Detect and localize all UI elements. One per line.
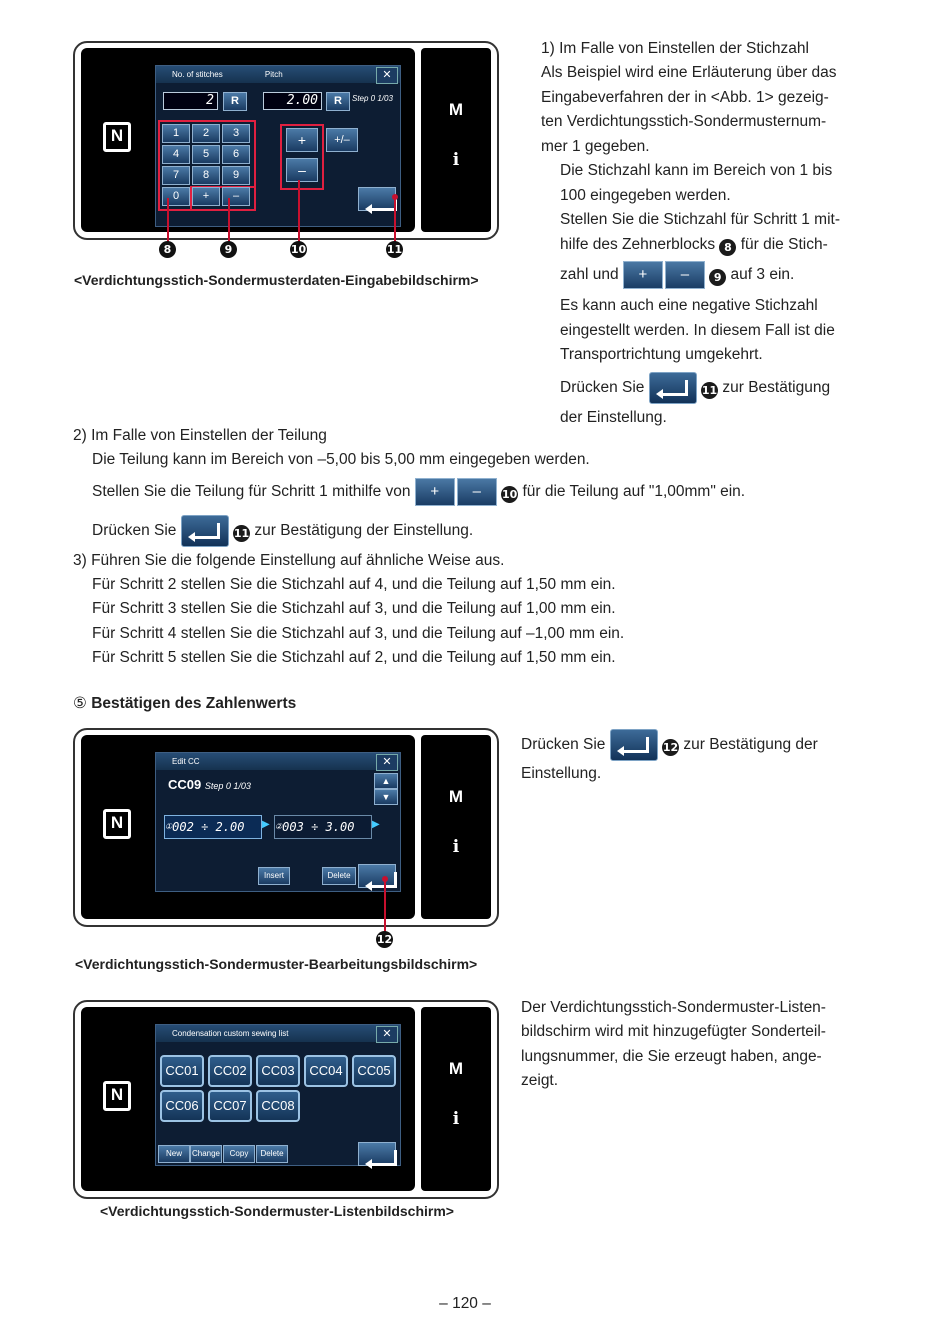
keypad-key[interactable]: 2 (192, 124, 220, 143)
heading-5-num: ⑤ (73, 694, 87, 712)
side-panel (421, 1007, 491, 1191)
keypad-key[interactable]: 3 (222, 124, 250, 143)
ref-11b: 11 (233, 527, 250, 541)
s2-line3 (92, 478, 745, 506)
caption-fig3: <Verdichtungsstich-Sondermuster-Listenbildschirm> (100, 1203, 454, 1219)
ref-10: 10 (501, 488, 518, 502)
edit-panel (155, 752, 401, 892)
fig3-text-line1: Der Verdichtungsstich-Sondermuster-Listen- (521, 999, 826, 1016)
callout-line-9 (228, 198, 230, 242)
caption-fig2: <Verdichtungsstich-Sondermuster-Bearbeitungsbildschirm> (75, 956, 478, 972)
ref-9: 9 (709, 269, 726, 286)
step-label: Step 0 1/03 (352, 94, 393, 103)
close-button[interactable]: ✕ (376, 1026, 398, 1043)
change-button[interactable]: Change (190, 1145, 222, 1163)
enter-button[interactable] (358, 187, 396, 211)
screen (81, 48, 415, 232)
fig2-text-line2: Einstellung. (521, 765, 602, 782)
s1-line15: der Einstellung. (560, 409, 667, 426)
s1-line10 (560, 261, 794, 289)
s1-line13: Transportrichtung umgekehrt. (560, 346, 763, 363)
callout-9: 9 (220, 241, 237, 258)
s1-line12: eingestellt werden. In diesem Fall ist die (560, 322, 835, 339)
close-button[interactable]: ✕ (376, 67, 398, 84)
pattern-item[interactable]: CC01 (160, 1055, 204, 1087)
device-frame-list (73, 1000, 499, 1199)
s1-line2: Als Beispiel wird eine Erläuterung über das (541, 64, 837, 81)
s1-line7: 100 eingegeben werden. (560, 187, 731, 204)
pitch-plus-button[interactable]: + (286, 128, 318, 152)
reset-pitch-button[interactable]: R (326, 92, 350, 111)
mode-button[interactable]: M (448, 100, 464, 119)
callout-dot-12 (382, 876, 388, 882)
enter-icon (359, 188, 395, 210)
enter-icon (610, 729, 658, 761)
panel-title: Condensation custom sewing list (156, 1025, 400, 1042)
pattern-item[interactable]: CC08 (256, 1090, 300, 1122)
s3-line5: Für Schritt 5 stellen Sie die Stichzahl auf 2, und die Teilung auf 1,50 mm ein. (92, 649, 616, 666)
callout-line-8 (167, 198, 169, 242)
new-button[interactable]: New (158, 1145, 190, 1163)
s2-line3b: für die Teilung auf "1,00mm" ein. (522, 483, 746, 501)
enter-icon (359, 865, 395, 887)
callout-12: 12 (376, 933, 393, 946)
s2-line2: Die Teilung kann im Bereich von –5,00 bis 5,00 mm eingegeben werden. (92, 451, 590, 468)
close-button[interactable]: ✕ (376, 754, 398, 771)
pattern-item[interactable]: CC06 (160, 1090, 204, 1122)
s1-line11: Es kann auch eine negative Stichzahl (560, 297, 818, 314)
s2-line4a: Drücken Sie (92, 522, 177, 540)
callout-11: 11 (386, 243, 403, 256)
panel-title (156, 66, 400, 83)
keypad-key[interactable]: 9 (222, 166, 250, 185)
s1-line5: mer 1 gegeben. (541, 138, 650, 155)
enter-icon (359, 1143, 395, 1165)
pattern-item[interactable]: CC02 (208, 1055, 252, 1087)
pattern-item[interactable]: CC05 (352, 1055, 396, 1087)
callout-dot-11 (392, 194, 398, 200)
step-arrow-icon: ▶ (262, 819, 270, 830)
s2-line4b: zur Bestätigung der Einstellung. (254, 522, 474, 540)
plus-minus-icon: + – (623, 261, 705, 289)
caption-fig1: <Verdichtungsstich-Sondermusterdaten-Eingabebildschirm> (74, 272, 479, 288)
s2-line3a: Stellen Sie die Teilung für Schritt 1 mithilfe von (92, 483, 411, 501)
side-panel (421, 48, 491, 232)
scroll-up-button[interactable]: ▲ (374, 773, 398, 789)
s1-line9b: für die Stich- (740, 236, 828, 253)
s3-line1: 3) Führen Sie die folgende Einstellung auf ähnliche Weise aus. (73, 552, 505, 569)
info-button[interactable]: i (452, 837, 460, 857)
delete-button[interactable]: Delete (322, 867, 356, 885)
heading-5-text: Bestätigen des Zahlenwerts (91, 695, 297, 712)
stitch-count-display: 2 (163, 92, 218, 110)
pitch-minus-button[interactable]: – (286, 158, 318, 182)
s1-line10b: auf 3 ein. (730, 266, 795, 284)
callout-line-10 (298, 180, 300, 242)
copy-button[interactable]: Copy (223, 1145, 255, 1163)
title-stitches: No. of stitches (172, 70, 223, 79)
fig3-text-line3: lungsnummer, die Sie erzeugt haben, ange- (521, 1048, 822, 1065)
s2-line1: 2) Im Falle von Einstellen der Teilung (73, 427, 327, 444)
step-entry-1[interactable]: ①002 ÷ 2.00 (164, 815, 262, 839)
list-panel (155, 1024, 401, 1166)
ref-12: 12 (662, 741, 679, 755)
info-button[interactable]: i (452, 150, 460, 170)
keypad-key[interactable]: – (222, 187, 250, 206)
s1-line4: ten Verdichtungsstich-Sondermusternum- (541, 113, 827, 130)
pitch-display: 2.00 (263, 92, 322, 110)
scroll-down-button[interactable]: ▼ (374, 789, 398, 805)
s1-line8: Stellen Sie die Stichzahl für Schritt 1 mit- (560, 211, 840, 228)
keypad-key[interactable]: 0 (162, 187, 190, 206)
s1-line10a: zahl und (560, 266, 619, 284)
keypad-key[interactable]: 7 (162, 166, 190, 185)
pitch-plusminus-highlight (280, 124, 324, 190)
ref-11: 11 (701, 384, 718, 398)
s1-line14a: Drücken Sie (560, 379, 645, 397)
fig2-text-a: Drücken Sie (521, 736, 606, 754)
pattern-item[interactable]: CC04 (304, 1055, 348, 1087)
s1-line14 (560, 372, 830, 404)
ref-8: 8 (719, 239, 736, 256)
enter-button[interactable] (358, 864, 396, 888)
s1-line6: Die Stichzahl kann im Bereich von 1 bis (560, 162, 833, 179)
device-frame-edit (73, 728, 499, 927)
s1-line14b: zur Bestätigung (722, 379, 831, 397)
keypad-key[interactable]: 8 (192, 166, 220, 185)
keypad-key[interactable]: 5 (192, 145, 220, 164)
reset-stitch-button[interactable]: R (223, 92, 247, 111)
enter-icon (181, 515, 229, 547)
panel-title: Edit CC (156, 753, 400, 770)
s1-line9 (560, 233, 828, 258)
s2-line4 (92, 515, 473, 547)
screen (81, 735, 415, 919)
callout-10: 10 (290, 243, 307, 256)
s3-line3: Für Schritt 3 stellen Sie die Stichzahl auf 3, und die Teilung auf 1,00 mm ein. (92, 600, 616, 617)
nfc-icon: N (103, 1081, 131, 1111)
s3-line4: Für Schritt 4 stellen Sie die Stichzahl auf 3, und die Teilung auf –1,00 mm ein. (92, 625, 625, 642)
s1-line9a: hilfe des Zehnerblocks (560, 236, 716, 253)
screen (81, 1007, 415, 1191)
keypad-key[interactable]: 1 (162, 124, 190, 143)
s1-line3: Eingabeverfahren der in <Abb. 1> gezeig- (541, 89, 829, 106)
enter-button[interactable] (358, 1142, 396, 1166)
enter-icon (649, 372, 697, 404)
insert-button[interactable]: Insert (258, 867, 290, 885)
page-number: – 120 – (439, 1295, 491, 1312)
callout-8: 8 (159, 241, 176, 258)
pattern-item[interactable]: CC03 (256, 1055, 300, 1087)
sign-toggle-button[interactable]: +/– (326, 128, 358, 152)
nfc-icon: N (103, 122, 131, 152)
step-arrow-icon: ▶ (372, 819, 380, 830)
pattern-item[interactable]: CC07 (208, 1090, 252, 1122)
s3-line2: Für Schritt 2 stellen Sie die Stichzahl auf 4, und die Teilung auf 1,50 mm ein. (92, 576, 616, 593)
fig3-text-line2: bildschirm wird mit hinzugefügter Sonderteil- (521, 1023, 826, 1040)
mode-button[interactable]: M (448, 787, 464, 806)
input-panel (155, 65, 401, 227)
fig2-text-line1 (521, 729, 818, 761)
cc-number: CC09 Step 0 1/03 (168, 777, 251, 792)
keypad-key[interactable]: 4 (162, 145, 190, 164)
callout-line-11 (394, 198, 396, 242)
s1-line1: 1) Im Falle von Einstellen der Stichzahl (541, 40, 809, 57)
step-entry-2[interactable]: ②003 ÷ 3.00 (274, 815, 372, 839)
mode-button[interactable]: M (448, 1059, 464, 1078)
keypad-key[interactable]: + (192, 187, 220, 206)
info-button[interactable]: i (452, 1109, 460, 1129)
keypad-key[interactable]: 6 (222, 145, 250, 164)
fig3-text-line4: zeigt. (521, 1072, 559, 1089)
side-panel (421, 735, 491, 919)
callout-line-12 (384, 880, 386, 932)
nfc-icon: N (103, 809, 131, 839)
heading-5 (73, 691, 296, 717)
device-frame-input (73, 41, 499, 240)
delete-button[interactable]: Delete (256, 1145, 288, 1163)
plus-minus-icon: + – (415, 478, 497, 506)
fig2-text-b: zur Bestätigung der (683, 736, 818, 754)
title-pitch: Pitch (264, 70, 283, 79)
